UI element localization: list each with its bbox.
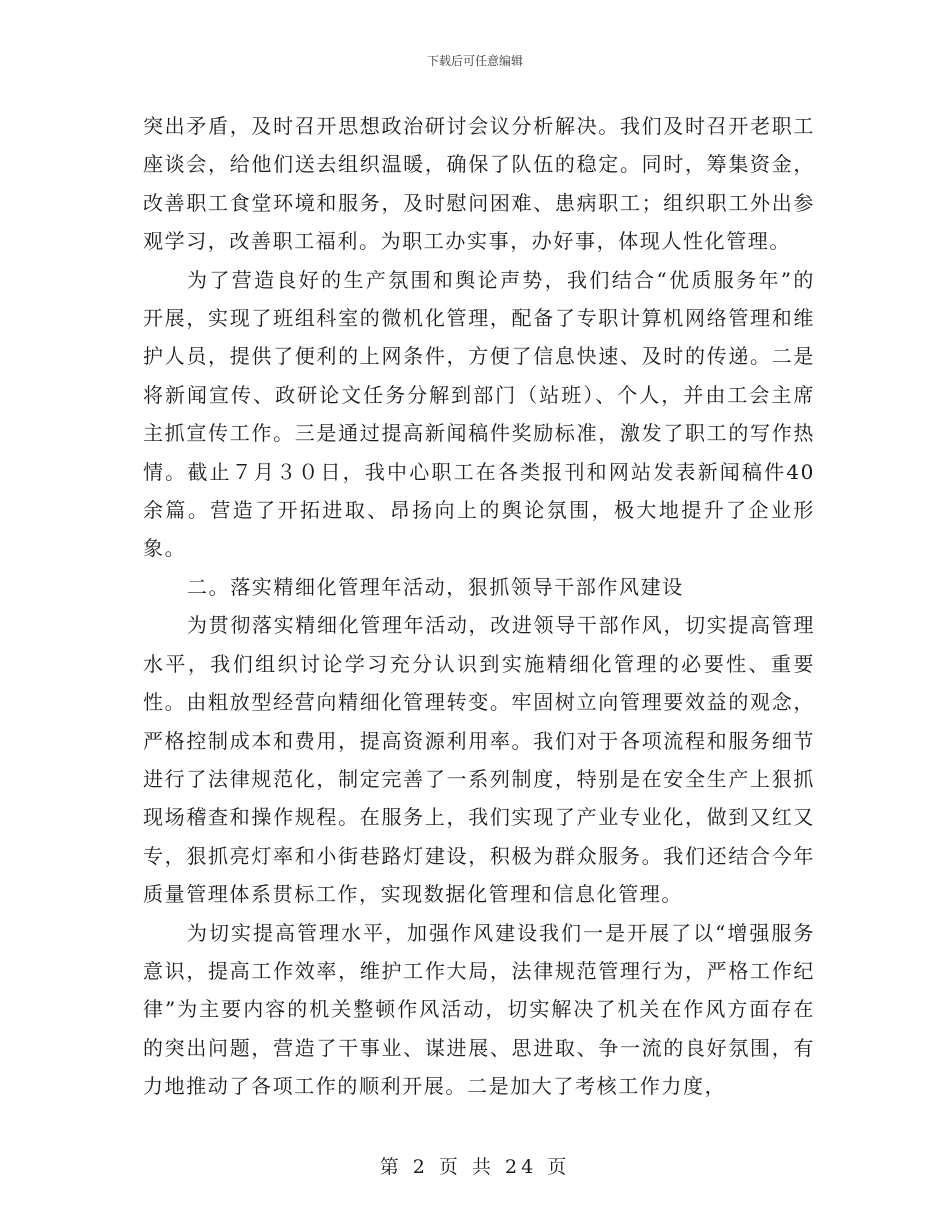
page-header: 下载后可任意编辑 xyxy=(426,54,523,68)
paragraph-refined-management: 为贯彻落实精细化管理年活动，改进领导干部作风，切实提高管理水平，我们组织讨论学习充分认识到实施精细化管理的必要性、重要性。由粗放型经营向精细化管理转变。牢固树立向管理要效益的观念，严格控制成本和费用，提高资源利用率。我们对于各项流程和服务细节进行了法律规范化，制定完善了一系列制度，特别是在安全生产上狠抓现场稽查和操作规程。在服务上，我们实现了产业专业化，做到又红又专，狠抓亮灯率和小街巷路灯建设，积极为群众服务。我们还结合今年质量管理体系贯标工作，实现数据化管理和信息化管理。 xyxy=(143,613,815,907)
section-heading: 二。落实精细化管理年活动，狠抓领导干部作风建设 xyxy=(187,574,684,599)
paragraph-publicity: 为了营造良好的生产氛围和舆论声势，我们结合“优质服务年”的开展，实现了班组科室的微机化管理，配备了专职计算机网络管理和维护人员，提供了便利的上网条件，方便了信息快速、及时的传递。二是将新闻宣传、政研论文任务分解到部门（站班）、个人，并由工会主席主抓宣传工作。三是通过提高新闻稿件奖励标准，激发了职工的写作热情。截止７月３０日，我中心职工在各类报刊和网站发表新闻稿件40余篇。营造了开拓进取、昂扬向上的舆论氛围，极大地提升了企业形象。 xyxy=(143,267,815,561)
paragraph-work-style: 为切实提高管理水平，加强作风建设我们一是开展了以“增强服务意识，提高工作效率，维护工作大局，法律规范管理行为，严格工作纪律”为主要内容的机关整顿作风活动，切实解决了机关在作风方面存在的突出问题，营造了干事业、谋进展、思进取、争一流的良好氛围，有力地推动了各项工作的顺利开展。二是加大了考核工作力度， xyxy=(143,920,815,1099)
paragraph-continuation: 突出矛盾，及时召开思想政治研讨会议分析解决。我们及时召开老职工座谈会，给他们送去组织温暖，确保了队伍的稳定。同时，筹集资金，改善职工食堂环境和服务，及时慰问困难、患病职工；组织职工外出参观学习，改善职工福利。为职工办实事，办好事，体现人性化管理。 xyxy=(143,114,815,254)
page-number-footer: 第 2 页 共 24 页 xyxy=(379,1156,571,1178)
document-body xyxy=(143,107,815,1106)
